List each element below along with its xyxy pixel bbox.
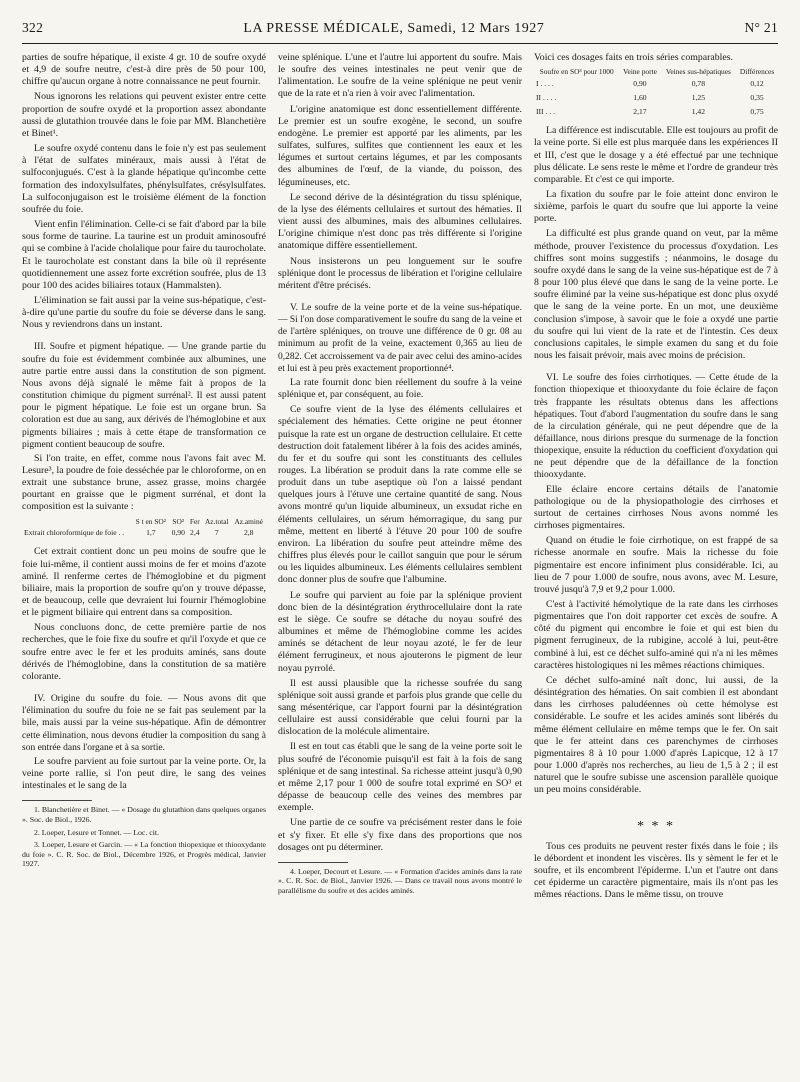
page-header xyxy=(22,20,778,44)
paragraph: Cet extrait contient donc un peu moins de soufre que le foie lui-même, il contient aussi moins de fer et moins d'azote aminé. Il renferme certes de l'hémoglobine et du pigment biliaire, mais la proportion de soufre qu'on y trouve dépasse, et de beaucoup, celle que devraient lui fournir l'hémoglobine et le pigment biliaire qui entrent dans sa composition. xyxy=(22,546,266,619)
paragraph: C'est à l'activité hémolytique de la rate dans les cirrhoses pigmentaires que l'on doit rapporter cet excès de soufre. A côté du pigment qui encombre le foie et qui est bien du pigment ferrugineux, de la rubigine, accolé à lui, peut-être combiné à lui, est ce déchet sulfo-aminé qui n'a ni les mêmes caractères histologiques ni les mêmes réactions chimiques. xyxy=(534,599,778,671)
table-header xyxy=(22,518,133,527)
table-cell: 1,7 xyxy=(146,528,156,538)
table-cell: 7 xyxy=(214,528,219,538)
table-header: Veines sus-hépatiques xyxy=(665,67,731,77)
journal-title: LA PRESSE MÉDICALE, Samedi, 12 Mars 1927 xyxy=(243,21,545,36)
paragraph: La différence est indiscutable. Elle est toujours au profit de la veine porte. Si elle est plus marquée dans les expériences II et III, c'est que le dosage y a été effectué par une technique plus délicate. Le sens reste le même et l'ordre de grandeur très comparable. Et c'est ce qui importe. xyxy=(534,125,778,185)
paragraph: Il est aussi plausible que la richesse soufrée du sang splénique soit aussi grande et parfois plus grande que celle du sang mésentérique, car l'apport fourni par la désintégration cellulaire est aussi considérable que celui fourni par la dislocation de la molécule alimentaire. xyxy=(278,677,522,738)
table-cell: 2,8 xyxy=(243,528,254,538)
paragraph: Ce déchet sulfo-aminé naît donc, lui aussi, de la désintégration des hématies. On sait combien il est abondant dans les cirrhoses paludéennes où cette hémolyse est considérable. Le soufre et les acides aminés sont libérés du même élément cellulaire en même temps que le fer. On sait que le fer atteint dans ces parenchymes de cirrhoses pigmentaires 8 à 10 pour 1.000 d'après Lapicque, 12 à 17 pour 1.000 d'après nos recherches, au lieu de 1,5 à 2 ; il est naturel que le soufre subisse une ascension parallèle quoique un peu moins considérable. xyxy=(534,674,778,796)
table-cell: 0,35 xyxy=(750,92,764,102)
paragraph: La fixation du soufre par le foie atteint donc environ le sixième, parfois le quart du soufre que lui apporte la veine porte. xyxy=(534,189,778,225)
sulfur-dosage-table xyxy=(534,68,778,119)
paragraph: Le soufre qui parvient au foie par la splénique provient donc bien de la désintégration érythrocellulaire dont la rate est le siège. Ce soufre se détache du noyau soufré des albumines et même de l'hémoglobine comme les acides aminés se détachent de leur noyau azoté, le fer de leur élément ferrugineux, et nous ajouterons le pigment de leur noyau pyrrolé. xyxy=(278,589,522,674)
column-right xyxy=(534,52,778,904)
footnote: 2. Loeper, Lesure et Tonnet. — Loc. cit. xyxy=(34,827,160,837)
extract-composition-table xyxy=(22,518,266,541)
text-columns xyxy=(22,52,778,904)
table-header: Fer xyxy=(189,516,200,526)
paragraph: Une partie de ce soufre va précisément rester dans le foie et s'y fixer. Et elle s'y fixe dans des proportions que nos dosages ont pu déterminer. xyxy=(278,817,522,853)
footnote: 1. Blanchetière et Binet. — « Dosage du glutathion dans quelques organes ». Soc. de Biol., 1926. xyxy=(22,805,266,824)
table-cell: 1,42 xyxy=(691,107,706,117)
table-cell: II . . . . xyxy=(536,92,557,102)
paragraph: Le soufre oxydé contenu dans le foie n'y est pas seulement à l'état de sulfates minéraux, mais aussi à l'état de sulfoconjugués. C'est à la glande hépatique qu'incombe cette formation des indoxylsulfates, phénylsulfates, crésylsulfates. La sulfoconjugaison est le troisième élément de la fonction soufrée du foie. xyxy=(22,143,266,215)
section-heading-iii: III. Soufre et pigment hépatique. — Une grande partie du soufre du foie est évidemment combinée aux albumines, une autre partie entre aussi dans la constitution de son pigment. Nous avons déjà signalé le même fait à propos de la constitution chimique du pigment surrénal². Il est aussi patent pour le pigment hépatique. Le foie est un organe brun. Sa coloration est due au sang, aux dérivés de l'hémoglobine et aux pigments biliaires ; mais à cette étape de transformation ce pigment contient beaucoup de soufre. xyxy=(22,342,266,450)
footnote: 3. Loeper, Lesure et Garcin. — « La fonction thiopexique et thiooxydante du foie ». C. R. Soc. de Biol., Décembre 1926, et Progrès médical, Janvier 1927. xyxy=(22,840,266,869)
table-header: Az.aminé xyxy=(234,516,263,526)
paragraph: L'origine anatomique est donc essentiellement différente. Le premier est un soufre exogène, le second, un soufre endogène. Le premier est apporté par les aliments, par les sulfates, sulfures, sulfites que contiennent les eaux et les légumes et surtout certains légumes, et par les composants des albumines de l'œuf, de la viande, du poisson, des légumineuses, etc. xyxy=(278,103,522,188)
table-cell: 0,75 xyxy=(750,107,764,117)
table-row-label: Extrait chloroformique de foie . . xyxy=(24,528,125,538)
paragraph: L'élimination se fait aussi par la veine sus-hépatique, c'est-à-dire qu'une partie du soufre du foie se déverse dans le sang. Nous y reviendrons dans un instant. xyxy=(22,294,266,331)
issue-number: N° 21 xyxy=(744,20,778,35)
paragraph: Ce soufre vient de la lyse des éléments cellulaires et spécialement des hématies. Cette origine ne peut étonner puisque la rate est un organe de destruction cellulaire. Et cette destruction doit fatalement libérer à la fois des acides aminés, du fer et du soufre qui sont les constituants des cellules rouges. La libération se produit dans la rate comme elle se produit dans un tube aseptique où l'on a laissé pendant quelques jours à l'étuve une certaine quantité de sang. Nous avons montré qu'un liquide albumineux, un exsudat riche en éléments cellulaires, un sérum hémorragique, du sang pur même, mettent en liberté à l'étuve 20 pour 100 de soufre environ. La libération du soufre peut atteindre même des chiffres plus élevés pour le caillot sanguin que pour le sérum ou les liquides albumineux. Les éléments cellulaires semblent donc donner plus de soufre que l'albumine. xyxy=(278,404,522,586)
table-cell: 0,12 xyxy=(750,78,764,88)
table-cell: 1,25 xyxy=(691,92,706,102)
page-number: 322 xyxy=(22,20,44,35)
table-header: Différences xyxy=(739,67,775,77)
paragraph: Le second dérive de la désintégration du tissu splénique, de la lyse des éléments cellulaires et surtout des hématies. Il vient aussi des albumines, mais des albumines cellulaires. L'origine chimique n'est donc pas très différente si l'origine anatomique diffère essentiellement. xyxy=(278,191,522,252)
paragraph: Nous ignorons les relations qui peuvent exister entre cette proportion de soufre oxydé et la proportion assez abondante aussi de glutathion trouvée dans le foie par MM. Blanchetière et Binet¹. xyxy=(22,91,266,139)
table-row xyxy=(534,77,778,91)
footnote-separator xyxy=(22,800,92,801)
section-heading-iv: IV. Origine du soufre du foie. — Nous avons dit que l'élimination du soufre du foie ne se fait pas seulement par la bile, mais aussi par la veine sus-hépatique. Afin de démontrer cette élimination, nous devons étudier la composition du sang à son entrée dans l'organe et à sa sortie. xyxy=(22,694,266,753)
table-cell: 0,78 xyxy=(691,78,706,88)
footnote: 4. Loeper, Decourt et Lesure. — « Formation d'acides aminés dans la rate ». C. R. Soc. de Biol., Janvier 1926. — Dans ce travail nous avons montré le parallélisme du soufre et des acides aminés. xyxy=(278,866,522,896)
table-header-row xyxy=(22,518,266,527)
column-middle xyxy=(278,52,522,904)
table-header: SO² xyxy=(172,516,185,526)
table-cell: III . . . xyxy=(536,107,555,117)
table-header: Soufre en SO³ pour 1000 xyxy=(539,67,614,77)
section-break-asterisks: * * * xyxy=(637,818,675,834)
footnote-separator xyxy=(278,862,348,863)
paragraph: Tous ces produits ne peuvent rester fixés dans le foie ; ils le débordent et inondent les viscères. Ils y sèment le fer et le soufre, et ils encombrent l'épiderme. L'un et l'autre ont dans cet épiderme un caractère pigmentaire, mais ils n'ont pas les mêmes réactions. Dans le même tissu, on trouve xyxy=(534,840,778,901)
table-header: S t en SO² xyxy=(135,516,166,526)
paragraph: La difficulté est plus grande quand on veut, par la même méthode, prouver l'existence du processus d'oxydation. Les chiffres sont moins suggestifs ; néanmoins, le dosage du soufre oxydé dans le sang de la veine sus-hépatique est de 7 à 8 pour 100 plus élevé que dans le sang de la veine porte. Le soufre éliminé par la veine sus-hépatique est donc plus oxydé que le sang de la veine porte. En un mot, une deuxième conclusion s'impose, à savoir que le foie a oxydé une partie du soufre qui lui vient de la rate et de l'intestin. Ces deux conclusions capitales, le simple examen du sang et du foie nous les faisait prévoir, mais avec moins de précision. xyxy=(534,228,778,362)
paragraph: Vient enfin l'élimination. Celle-ci se fait d'abord par la bile sous forme de taurine. La taurine est un produit aminosoufré qui se combine à l'acide cholalique pour faire du taurocholate. Et le taurocholate est constant dans la bile où il représente quotidiennement une assez forte excrétion soufrée, plus de 13 pour 100 des acides biliaires totaux (Hammalsten). xyxy=(22,219,266,291)
paragraph: Si l'on traite, en effet, comme nous l'avons fait avec M. Lesure³, la poudre de foie desséchée par le chloroforme, on en extrait une substance brune, assez grasse, moins chargée pourtant en graisse que le pigment surrénal, et dont la composition est la suivante : xyxy=(22,452,266,513)
table-cell: 0,90 xyxy=(171,528,185,538)
paragraph: Nous insisterons un peu longuement sur le soufre splénique dont le processus de libération et l'origine cellulaire méritent d'être précisés. xyxy=(278,255,522,291)
table-header: Az.total xyxy=(204,516,229,526)
table-cell: 1,60 xyxy=(633,92,647,102)
table-row xyxy=(22,526,266,540)
paragraph: Le soufre parvient au foie surtout par la veine porte. Or, la veine porte rallie, si l'on peut dire, le sang des veines intestinales et le sang de la xyxy=(22,755,266,792)
table-header-row xyxy=(534,68,778,77)
paragraph: Il est en tout cas établi que le sang de la veine porte soit le plus soufré de l'économie puisqu'il est fait à la fois de sang splénique et de sang intestinal. Sa richesse atteint jusqu'à 0,90 et même 2,17 pour 1 000 de soufre total exprimé en SO³ et dépasse de beaucoup celle des veines des membres par exemple. xyxy=(278,741,522,814)
table-cell: I . . . . xyxy=(536,78,554,88)
paragraph: Quand on étudie le foie cirrhotique, on est frappé de sa richesse anormale en soufre. Mais la richesse du foie pigmentaire est encore infiniment plus considérable. Ici, au lieu de 7 pour 1.000 de soufre, nous avons, avec M. Lesure, trouvé jusqu'à 7,9 et 9,2 pour 1.000. xyxy=(534,535,778,595)
section-heading-vi: VI. Le soufre des foies cirrhotiques. — Cette étude de la fonction thiopexique et thiooxydante du foie éclaire de façon très frappante les résultats obtenus dans les affections hépatiques. Tout d'abord l'augmentation du soufre dans le sang de la circulation générale, qui ne peut dépendre que de la défaillance, nous dirions presque du surmenage de la fonction thiopexique, ensuite la réduction du coefficient d'oxydation qui ne peut dépendre que de la défaillance de la fonction thiooxydante. xyxy=(534,373,778,481)
table-row xyxy=(534,91,778,105)
paragraph: Voici ces dosages faits en trois séries comparables. xyxy=(534,52,733,63)
paragraph: Elle éclaire encore certains détails de l'anatomie pathologique ou de la physiopathologie des cirrhoses et surtout de certaines cirrhoses Nous avons nommé les cirrhoses pigmentaires. xyxy=(534,483,778,532)
column-left xyxy=(22,52,266,904)
table-cell: 2,4 xyxy=(190,528,200,538)
paragraph: La rate fournit donc bien réellement du soufre à la veine splénique et, par conséquent, au foie. xyxy=(278,376,522,401)
table-row xyxy=(534,105,778,119)
table-header: Veine porte xyxy=(623,67,657,77)
paragraph: parties de soufre hépatique, il existe 4 gr. 10 de soufre oxydé et 4,9 de soufre neutre, c'est-à dire près de 50 pour 100, chiffre qu'aucun organe à notre connaissance ne peut fournir. xyxy=(22,52,266,88)
paragraph: Nous concluons donc, de cette première partie de nos recherches, que le foie fixe du soufre et qu'il l'oxyde et que ce soufre entre avec le fer et les produits aminés, sans doute dérivés de l'hémoglobine, dans la constitution de sa matière colorante. xyxy=(22,622,266,682)
paragraph: veine splénique. L'une et l'autre lui apportent du soufre. Mais le soufre des veines intestinales ne peut venir que de l'alimentation. Le soufre de la veine splénique ne peut venir que de la rate et n'a rien à voir avec l'alimentation. xyxy=(278,52,522,100)
section-heading-v: V. Le soufre de la veine porte et de la veine sus-hépatique. — Si l'on dose comparativement le soufre du sang de la veine et de l'artère spléniques, on trouve une différence de 0 gr. 08 au minimum au profit de la veine, exactement 0,365 au lieu de 0,282. Cet accroissement va de pair avec celui des amino-acides et lui est à peu près exactement proportionné⁴. xyxy=(278,302,522,374)
table-cell: 0,90 xyxy=(633,78,647,88)
table-cell: 2,17 xyxy=(633,107,647,117)
